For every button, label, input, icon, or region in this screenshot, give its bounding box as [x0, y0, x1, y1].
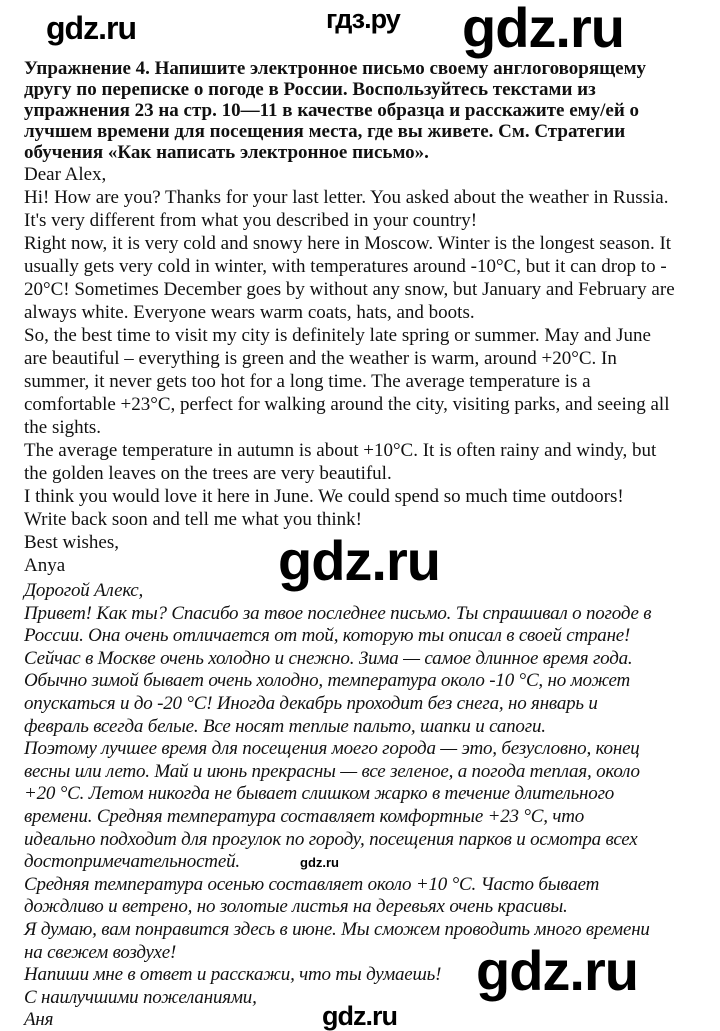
- russian-letter-line: времени. Средняя температура составляет комфортные +23 °C, что: [24, 806, 585, 827]
- russian-letter-line: Я думаю, вам понравится здесь в июне. Мы сможем проводить много времени: [24, 919, 650, 940]
- english-letter-line: Dear Alex,: [24, 164, 107, 185]
- english-letter-line: Hi! How are you? Thanks for your last letter. You asked about the weather in Russia.: [24, 187, 669, 208]
- russian-letter-line: февраль всегда белые. Все носят теплые пальто, шапки и сапоги.: [24, 715, 546, 737]
- watermark: gdz.ru: [46, 10, 136, 46]
- russian-letter-line: идеально подходит для прогулок по городу, посещения парков и осмотра всех: [24, 828, 638, 850]
- russian-letter-line: дождливо и ветрено, но золотые листья на деревьях очень красивы.: [24, 896, 568, 918]
- russian-letter-line: Сейчас в Москве очень холодно и снежно. Зима — самое длинное время года.: [24, 647, 633, 669]
- task-line: упражнения 23 на стр. 10—11 в качестве образца и расскажите ему/ей о: [24, 100, 640, 121]
- english-letter-line: Best wishes,: [24, 532, 119, 553]
- watermark: gdz.ru: [322, 1001, 397, 1031]
- watermark: gdz.ru: [278, 529, 440, 592]
- english-letter-line: comfortable +23°C, perfect for walking around the city, visiting parks, and seeing all: [24, 394, 670, 415]
- english-letter-line: I think you would love it here in June. We could spend so much time outdoors!: [24, 486, 624, 507]
- english-letter-line: the golden leaves on the trees are very beautiful.: [24, 463, 392, 484]
- russian-letter-line: Средняя температура осенью составляет около +10 °C. Часто бывает: [24, 873, 600, 895]
- english-letter-line: always white. Everyone wears warm coats, hats, and boots.: [24, 302, 475, 323]
- watermark: gdz.ru: [476, 939, 638, 1002]
- russian-letter-line: на свежем воздухе!: [24, 941, 177, 963]
- russian-letter-line: Поэтому лучшее время для посещения моего города — это, безусловно, конец: [24, 738, 640, 760]
- english-letter-line: 20°C! Sometimes December goes by without any snow, but January and February are: [24, 279, 675, 300]
- russian-letter-line: С наилучшими пожеланиями,: [24, 986, 257, 1008]
- russian-letter-line: Аня: [24, 1009, 54, 1031]
- english-letter-line: Write back soon and tell me what you think!: [24, 509, 362, 530]
- task-line: Упражнение 4. Напишите электронное письмо своему англоговорящему: [24, 58, 647, 79]
- english-letter-line: The average temperature in autumn is about +10°C. It is often rainy and windy, but: [24, 440, 657, 461]
- watermark: gdz.ru: [462, 0, 624, 59]
- russian-letter-line: Обычно зимой бывает очень холодно, температура около -10 °C, но может: [24, 670, 631, 692]
- russian-letter-line: Напиши мне в ответ и расскажи, что ты думаешь!: [24, 964, 442, 986]
- russian-letter-line: Дорогой Алекс,: [24, 580, 144, 601]
- task-line: лучшем времени для посещения места, где вы живете. См. Стратегии: [24, 121, 626, 142]
- watermark-top: гдз.ру: [326, 4, 400, 34]
- task-line: другу по переписке о погоде в России. Воспользуйтесь текстами из: [24, 79, 596, 100]
- russian-letter-line: опускаться и до -20 °C! Иногда декабрь проходит без снега, но январь и: [24, 693, 598, 714]
- task-line: обучения «Как написать электронное письмо».: [24, 142, 429, 163]
- russian-letter-line: +20 °C. Летом никогда не бывает слишком жарко в течение длительного: [24, 783, 615, 805]
- english-letter-line: It's very different from what you described in your country!: [24, 210, 478, 231]
- russian-letter-line: России. Она очень отличается от той, которую ты описал в своей стране!: [24, 625, 631, 647]
- english-letter-line: the sights.: [24, 417, 102, 438]
- english-letter-line: are beautiful – everything is green and the weather is warm, around +20°C. In: [24, 348, 617, 369]
- english-letter-line: Right now, it is very cold and snowy here in Moscow. Winter is the longest season. It: [24, 233, 672, 254]
- english-letter-line: Anya: [24, 555, 66, 576]
- english-letter-line: So, the best time to visit my city is definitely late spring or summer. May and June: [24, 325, 651, 346]
- russian-letter-line: Привет! Как ты? Спасибо за твое последнее письмо. Ты спрашивал о погоде в: [24, 602, 652, 624]
- russian-letter-line: весны или лето. Май и июнь прекрасны — все зеленое, а погода теплая, около: [24, 760, 640, 782]
- watermark: gdz.ru: [300, 855, 339, 870]
- english-letter-line: summer, it never gets too hot for a long time. The average temperature is a: [24, 371, 591, 392]
- russian-letter-line: достопримечательностей.: [24, 851, 240, 873]
- english-letter-line: usually gets very cold in winter, with temperatures around -10°C, but it can drop to -: [24, 256, 667, 277]
